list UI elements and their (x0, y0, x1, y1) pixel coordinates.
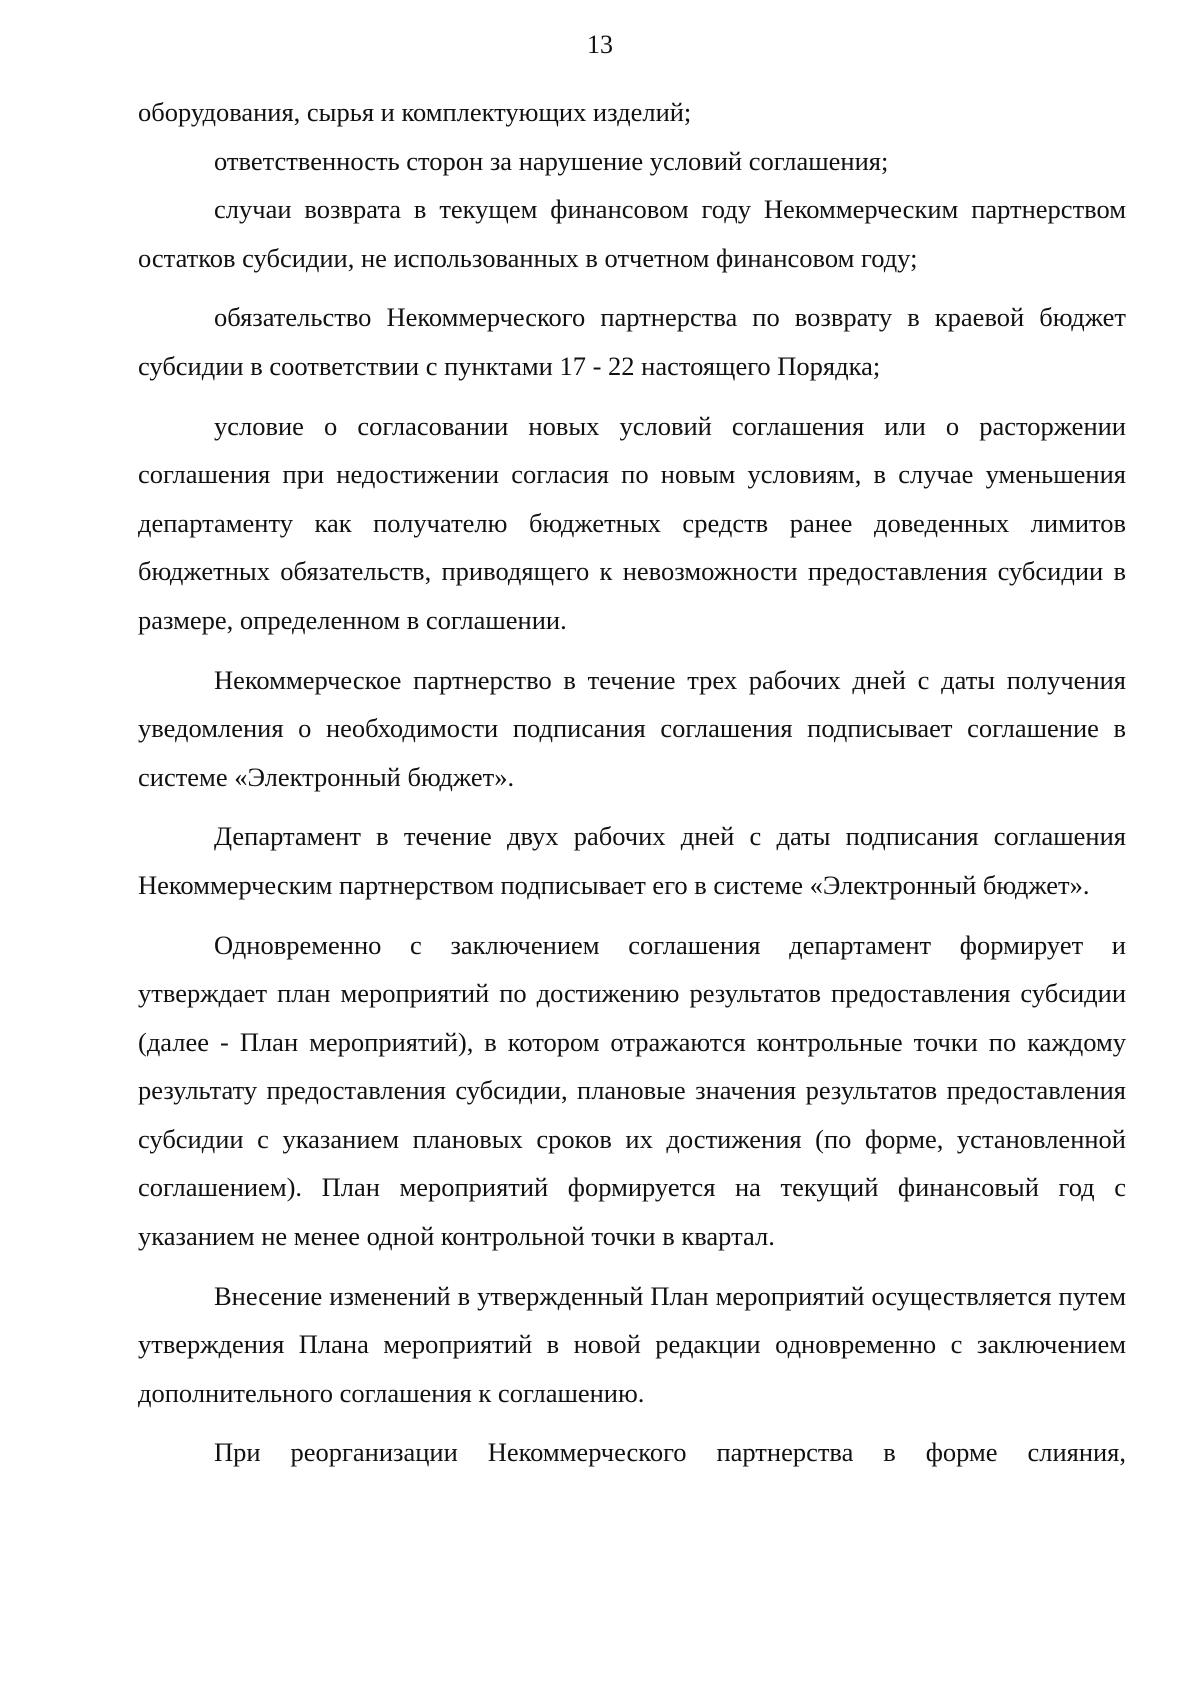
document-body (138, 88, 1126, 1477)
paragraph-plan-changes: Внесение изменений в утвержденный План мероприятий осуществляется путем утверждения Плана мероприятий в новой редакции одновременно с заключением дополнительного соглашения к соглашению. (138, 1280, 1126, 1408)
page-number: 13 (587, 30, 613, 59)
paragraph-reorganization: При реорганизации Некоммерческого партнерства в форме слияния, (214, 1437, 1126, 1468)
paragraph-liability: ответственность сторон за нарушение условий соглашения; (214, 145, 889, 176)
paragraph-partnership-signing: Некоммерческое партнерство в течение трех рабочих дней с даты получения уведомления о необходимости подписания соглашения подписывает соглашение в системе «Электронный бюджет». (138, 664, 1126, 792)
paragraph-return-cases: случаи возврата в текущем финансовом году Некоммерческим партнерством остатков субсидии, не использованных в отчетном финансовом году; (138, 194, 1126, 273)
paragraph-action-plan: Одновременно с заключением соглашения департамент формирует и утверждает план мероприятий по достижению результатов предоставления субсидии (далее - План мероприятий), в котором отражаются контрольные точки по каждому результату предоставления субсидии, плановые значения результатов предоставления субсидии с указанием плановых сроков их достижения (по форме, установленной соглашением). План мероприятий формируется на текущий финансовый год с указанием не менее одной контрольной точки в квартал. (138, 929, 1126, 1252)
paragraph-return-obligation: обязательство Некоммерческого партнерства по возврату в краевой бюджет субсидии в соответствии с пунктами 17 - 22 настоящего Порядка; (138, 302, 1126, 381)
paragraph-equipment-continuation: оборудования, сырья и комплектующих изделий; (138, 97, 692, 127)
paragraph-department-signing: Департамент в течение двух рабочих дней с даты подписания соглашения Некоммерческим партнерством подписывает его в системе «Электронный бюджет». (138, 821, 1126, 900)
paragraph-new-conditions: условие о согласовании новых условий соглашения или о расторжении соглашения при недостижении согласия по новым условиям, в случае уменьшения департаменту как получателю бюджетных средств ранее доведенных лимитов бюджетных обязательств, приводящего к невозможности предоставления субсидии в размере, определенном в соглашении. (138, 410, 1126, 635)
